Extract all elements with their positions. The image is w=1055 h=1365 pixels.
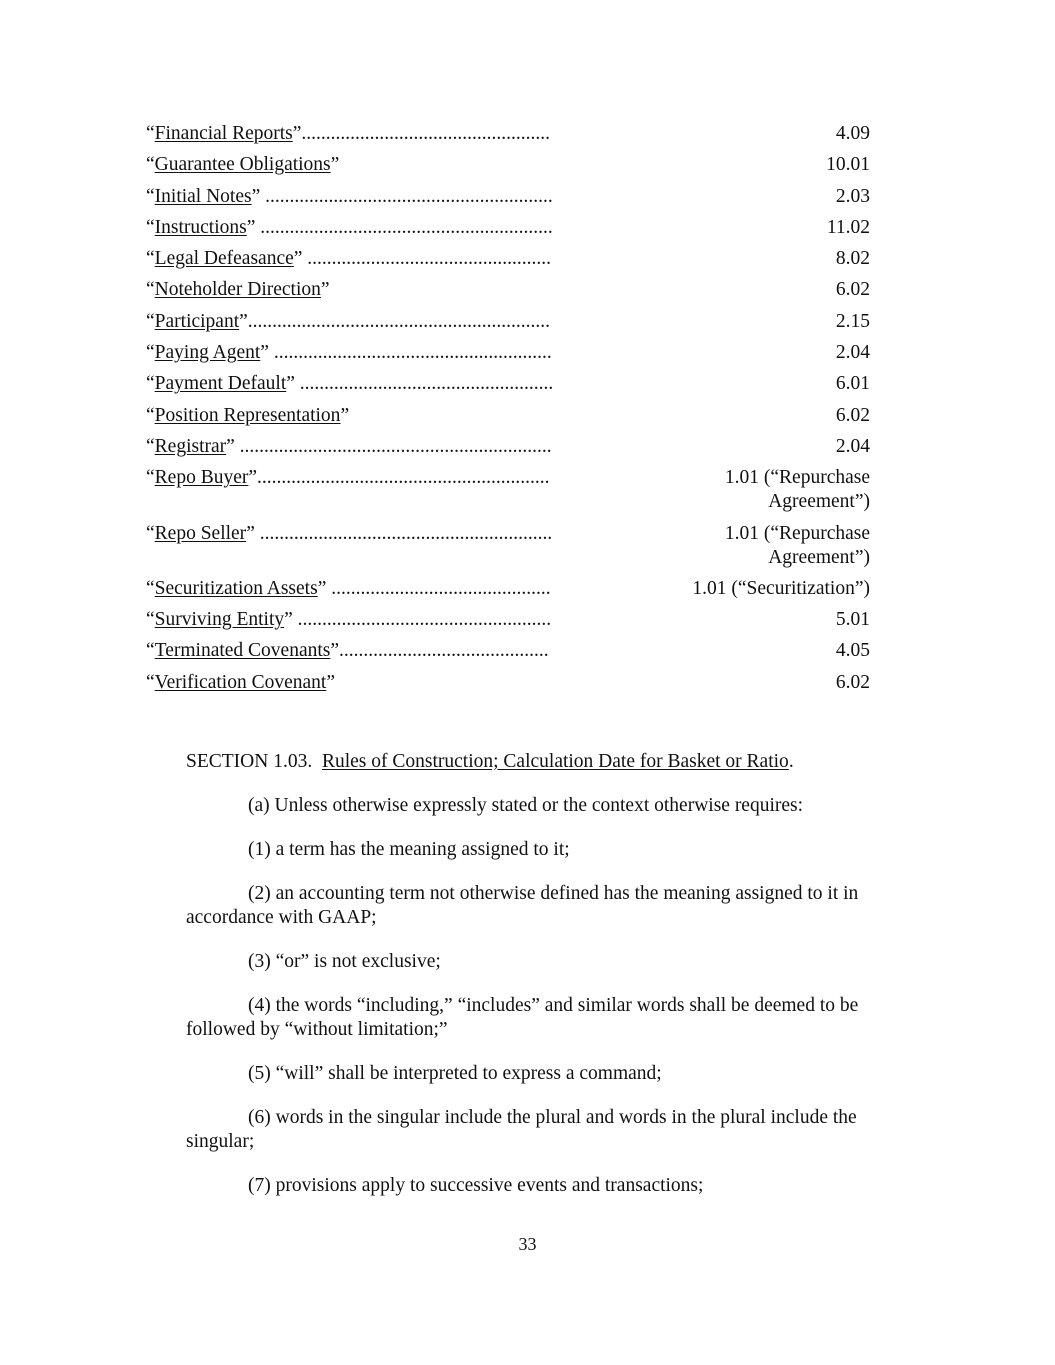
defined-term: Payment Default bbox=[154, 373, 287, 395]
open-quote: “ bbox=[146, 342, 155, 364]
definition-term-cell bbox=[146, 216, 579, 240]
defined-term: Initial Notes bbox=[154, 185, 252, 207]
definition-row bbox=[146, 153, 870, 177]
dot-leader: ............................................. bbox=[331, 577, 551, 599]
definition-term-cell bbox=[146, 639, 579, 663]
section-paragraph: (5) “will” shall be interpreted to express a command; bbox=[248, 1063, 662, 1084]
section-reference bbox=[630, 466, 870, 514]
close-quote: ” bbox=[246, 216, 261, 238]
section-reference-line: 6.01 bbox=[835, 373, 870, 395]
section-reference bbox=[630, 435, 870, 459]
dot-leader: .................................................. bbox=[307, 248, 552, 270]
defined-term: Repo Buyer bbox=[154, 467, 249, 489]
open-quote: “ bbox=[146, 671, 155, 693]
section-reference-line: Agreement”) bbox=[768, 491, 870, 513]
definition-row bbox=[146, 466, 870, 514]
open-quote: “ bbox=[146, 310, 155, 332]
definition-row bbox=[146, 185, 870, 209]
definition-term-cell bbox=[146, 577, 579, 601]
close-quote: ” bbox=[292, 123, 302, 144]
section-reference bbox=[630, 278, 870, 302]
section-reference-line: 6.02 bbox=[835, 404, 870, 426]
section-paragraph: (4) the words “including,” “includes” and similar words shall be deemed to be followed by “without limitation;” bbox=[186, 995, 859, 1040]
section-reference-line: 2.04 bbox=[835, 435, 870, 457]
open-quote: “ bbox=[146, 185, 155, 207]
open-quote: “ bbox=[146, 154, 155, 176]
dot-leader bbox=[330, 278, 579, 302]
section-reference-line: 1.01 (“Securitization”) bbox=[692, 577, 870, 599]
section-paragraph: (2) an accounting term not otherwise defined has the meaning assigned to it in accordance with GAAP; bbox=[186, 883, 859, 928]
dot-leader bbox=[335, 671, 579, 695]
close-quote: ” bbox=[246, 522, 260, 544]
section-reference bbox=[630, 310, 870, 334]
definition-term-cell bbox=[146, 247, 579, 271]
defined-term: Repo Seller bbox=[154, 522, 247, 544]
definition-term-cell bbox=[146, 341, 579, 365]
close-quote: ” bbox=[226, 435, 240, 457]
defined-term: Legal Defeasance bbox=[154, 248, 294, 270]
section-reference-line: 10.01 bbox=[826, 154, 870, 176]
section-reference-line: 6.02 bbox=[835, 671, 870, 693]
definition-row bbox=[146, 435, 870, 459]
section-reference-line: 11.02 bbox=[826, 216, 870, 238]
defined-term: Terminated Covenants bbox=[154, 640, 331, 662]
section-reference bbox=[630, 608, 870, 632]
close-quote: ” bbox=[284, 609, 298, 631]
section-1-03 bbox=[186, 750, 902, 1218]
definition-row bbox=[146, 122, 870, 146]
dot-leader: .............................................................. bbox=[247, 310, 551, 332]
close-quote: ” bbox=[340, 404, 350, 426]
close-quote: ” bbox=[326, 671, 335, 693]
defined-term: Registrar bbox=[154, 435, 227, 457]
definition-term-cell bbox=[146, 278, 579, 302]
close-quote: ” bbox=[293, 248, 308, 270]
section-paragraphs bbox=[186, 794, 902, 1198]
definition-row bbox=[146, 608, 870, 632]
definition-row bbox=[146, 639, 870, 663]
defined-term: Financial Reports bbox=[154, 123, 293, 144]
defined-term: Securitization Assets bbox=[154, 577, 318, 599]
open-quote: “ bbox=[146, 216, 155, 238]
dot-leader: ............................................................ bbox=[260, 216, 553, 238]
open-quote: “ bbox=[146, 577, 155, 599]
definition-term-cell bbox=[146, 122, 579, 146]
section-reference-line: 4.09 bbox=[835, 123, 870, 144]
definition-row bbox=[146, 278, 870, 302]
open-quote: “ bbox=[146, 279, 155, 301]
defined-term: Position Representation bbox=[154, 404, 341, 426]
section-reference bbox=[630, 577, 870, 601]
close-quote: ” bbox=[239, 310, 248, 332]
dot-leader bbox=[339, 153, 579, 177]
section-title: Rules of Construction; Calculation Date for Basket or Ratio bbox=[321, 751, 789, 772]
definition-row bbox=[146, 404, 870, 428]
section-reference bbox=[630, 216, 870, 240]
dot-leader: ........................................... bbox=[339, 640, 549, 662]
open-quote: “ bbox=[146, 640, 155, 662]
section-reference bbox=[630, 639, 870, 663]
dot-leader: ............................................................ bbox=[257, 467, 550, 489]
definition-row bbox=[146, 577, 870, 601]
section-reference-line: 2.15 bbox=[835, 310, 870, 332]
dot-leader: ................................................... bbox=[301, 123, 551, 144]
definitions-index bbox=[146, 122, 870, 702]
dot-leader: .................................................... bbox=[297, 609, 552, 631]
definition-term-cell bbox=[146, 310, 579, 334]
definition-row bbox=[146, 310, 870, 334]
section-reference-line: 8.02 bbox=[835, 248, 870, 270]
definition-row bbox=[146, 522, 870, 570]
section-paragraph: (a) Unless otherwise expressly stated or the context otherwise requires: bbox=[248, 795, 804, 816]
section-reference-line: 5.01 bbox=[835, 609, 870, 631]
definition-term-cell bbox=[146, 435, 579, 459]
section-paragraph: (1) a term has the meaning assigned to it; bbox=[248, 839, 570, 860]
definition-term-cell bbox=[146, 466, 579, 490]
section-reference bbox=[630, 404, 870, 428]
definition-row bbox=[146, 247, 870, 271]
open-quote: “ bbox=[146, 248, 155, 270]
section-reference bbox=[630, 153, 870, 177]
section-reference-line: Agreement”) bbox=[768, 546, 870, 568]
section-reference-line: 1.01 (“Repurchase bbox=[724, 522, 870, 544]
definition-row bbox=[146, 216, 870, 240]
definition-term-cell bbox=[146, 372, 579, 396]
open-quote: “ bbox=[146, 609, 155, 631]
section-reference bbox=[630, 522, 870, 570]
close-quote: ” bbox=[330, 154, 340, 176]
section-reference bbox=[630, 671, 870, 695]
close-quote: ” bbox=[317, 577, 332, 599]
open-quote: “ bbox=[146, 404, 155, 426]
section-reference bbox=[630, 341, 870, 365]
definition-term-cell bbox=[146, 153, 579, 177]
section-reference bbox=[630, 247, 870, 271]
close-quote: ” bbox=[260, 342, 274, 364]
defined-term: Participant bbox=[154, 310, 240, 332]
section-reference-line: 2.04 bbox=[835, 342, 870, 364]
dot-leader: .................................................... bbox=[299, 373, 554, 395]
dot-leader: ................................................................ bbox=[239, 435, 552, 457]
defined-term: Noteholder Direction bbox=[154, 279, 321, 301]
definition-term-cell bbox=[146, 185, 579, 209]
open-quote: “ bbox=[146, 467, 155, 489]
section-paragraph: (6) words in the singular include the plural and words in the plural include the singular; bbox=[186, 1107, 857, 1152]
dot-leader: ........................................................... bbox=[265, 185, 553, 207]
section-reference bbox=[630, 185, 870, 209]
section-reference bbox=[630, 372, 870, 396]
section-paragraph: (7) provisions apply to successive events and transactions; bbox=[248, 1175, 704, 1196]
open-quote: “ bbox=[146, 435, 155, 457]
definition-term-cell bbox=[146, 404, 579, 428]
dot-leader: ............................................................ bbox=[259, 522, 553, 544]
close-quote: ” bbox=[320, 279, 330, 301]
section-reference-line: 2.03 bbox=[835, 185, 870, 207]
section-reference-line: 1.01 (“Repurchase bbox=[724, 467, 870, 489]
definition-term-cell bbox=[146, 522, 579, 546]
dot-leader: ......................................................... bbox=[273, 342, 552, 364]
section-paragraph: (3) “or” is not exclusive; bbox=[248, 951, 441, 972]
open-quote: “ bbox=[146, 522, 155, 544]
close-quote: ” bbox=[251, 185, 266, 207]
definition-term-cell bbox=[146, 671, 579, 695]
defined-term: Paying Agent bbox=[154, 342, 261, 364]
open-quote: “ bbox=[146, 123, 155, 144]
definition-row bbox=[146, 671, 870, 695]
dot-leader bbox=[349, 404, 579, 428]
section-reference-line: 4.05 bbox=[835, 640, 870, 662]
close-quote: ” bbox=[248, 467, 258, 489]
section-heading: SECTION 1.03. Rules of Construction; Calculation Date for Basket or Ratio. bbox=[186, 751, 794, 772]
definition-row bbox=[146, 341, 870, 365]
definition-term-cell bbox=[146, 608, 579, 632]
open-quote: “ bbox=[146, 373, 155, 395]
page-number: 33 bbox=[518, 1234, 537, 1254]
section-reference bbox=[630, 122, 870, 146]
close-quote: ” bbox=[286, 373, 300, 395]
defined-term: Verification Covenant bbox=[154, 671, 327, 693]
defined-term: Guarantee Obligations bbox=[154, 154, 331, 176]
defined-term: Surviving Entity bbox=[154, 609, 285, 631]
section-number: SECTION 1.03. bbox=[186, 751, 313, 772]
section-reference-line: 6.02 bbox=[835, 279, 870, 301]
defined-term: Instructions bbox=[154, 216, 247, 238]
close-quote: ” bbox=[330, 640, 340, 662]
definition-row bbox=[146, 372, 870, 396]
